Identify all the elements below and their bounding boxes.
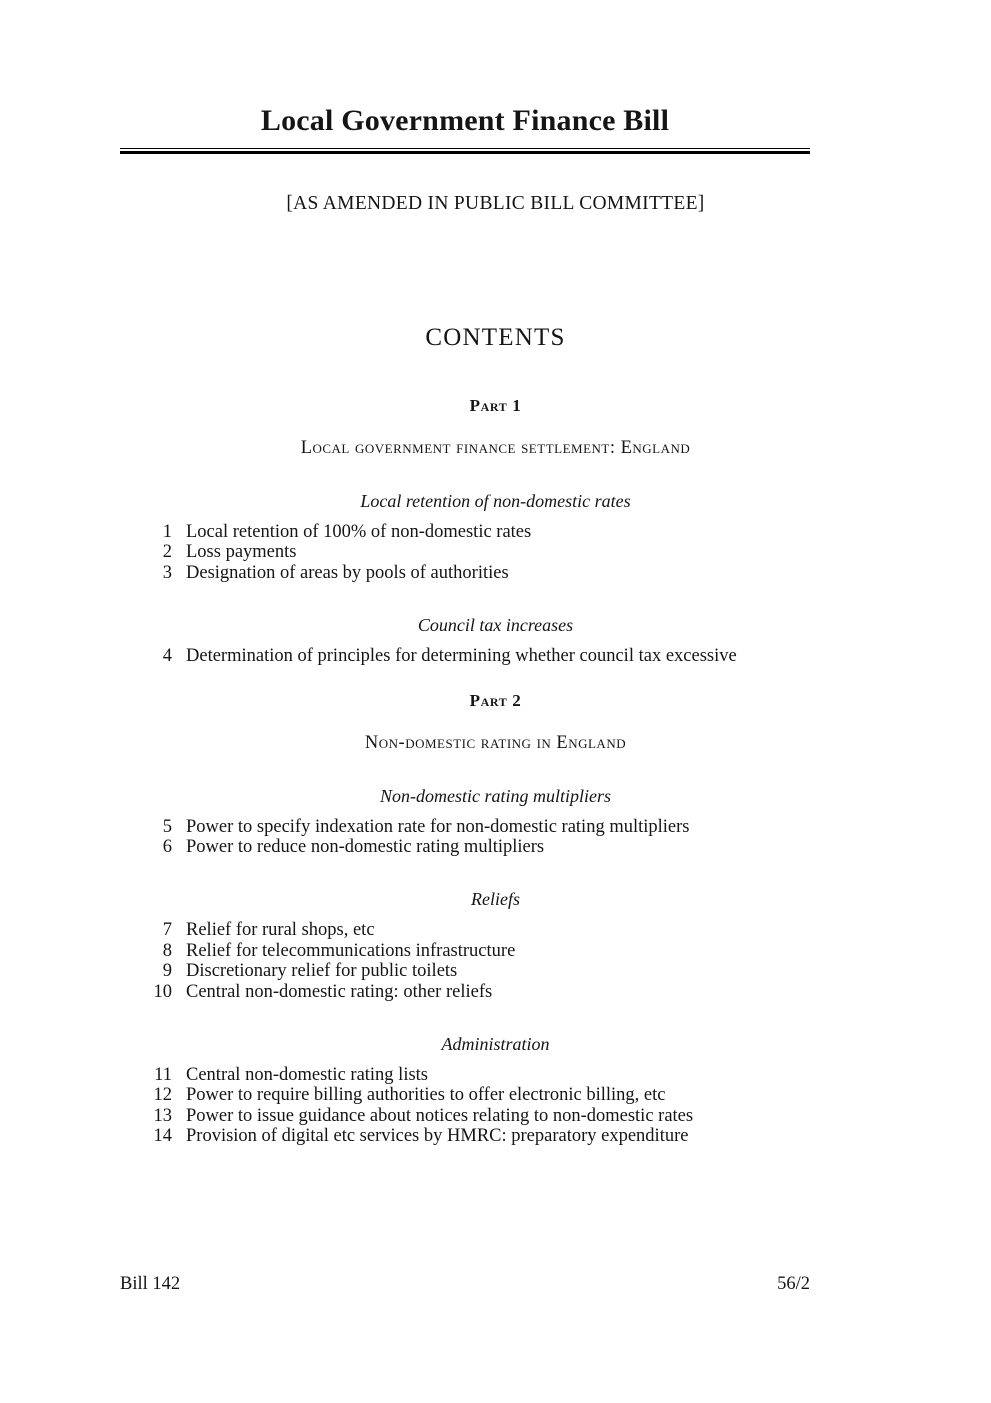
part-title: Part 1 [469, 396, 522, 415]
entry-title: Relief for rural shops, etc [186, 920, 375, 941]
part-subtitle: Non-domestic rating in England [364, 732, 627, 753]
title-rule [120, 148, 810, 154]
entry-title: Power to specify indexation rate for non-domestic rating multipliers [186, 816, 690, 837]
section-crosshead: Administration [441, 1034, 550, 1055]
title-rule-thick [120, 151, 810, 154]
entry-title: Power to reduce non-domestic rating multipliers [186, 837, 545, 858]
contents-entry[interactable] [0, 542, 991, 562]
entry-number: 13 [153, 1105, 172, 1126]
entry-title: Loss payments [186, 542, 297, 563]
entry-number: 5 [162, 816, 172, 837]
contents-entry[interactable] [0, 1106, 991, 1126]
section-crosshead: Non-domestic rating multipliers [380, 785, 611, 806]
section-crosshead: Local retention of non-domestic rates [360, 491, 631, 511]
contents-entry-list [0, 817, 991, 858]
entry-number: 6 [162, 837, 172, 858]
page-footer [120, 1274, 810, 1295]
contents-entry-list [0, 522, 991, 583]
contents-entry[interactable] [0, 941, 991, 961]
page-title: Local Government Finance Bill [260, 104, 670, 137]
contents-body [0, 396, 991, 1147]
entry-number: 2 [162, 542, 172, 563]
entry-number: 9 [162, 961, 172, 982]
contents-entry[interactable] [0, 920, 991, 940]
part-spacer [0, 667, 991, 691]
amendment-note: [AS AMENDED IN PUBLIC BILL COMMITTEE] [286, 193, 705, 214]
entry-title: Local retention of 100% of non-domestic rates [186, 522, 532, 542]
contents-entry[interactable] [0, 646, 991, 666]
entry-number: 1 [162, 522, 172, 542]
contents-entry-list [0, 646, 991, 666]
entry-number: 4 [162, 646, 172, 667]
contents-heading: CONTENTS [425, 324, 566, 351]
entry-title: Discretionary relief for public toilets [186, 961, 458, 982]
contents-entry[interactable] [0, 563, 991, 583]
section-crosshead: Council tax increases [417, 615, 574, 636]
contents-entry[interactable] [0, 522, 991, 542]
entry-title: Relief for telecommunications infrastructure [186, 940, 516, 961]
entry-number: 11 [154, 1065, 172, 1086]
contents-entry[interactable] [0, 837, 991, 857]
entry-number: 12 [153, 1085, 172, 1106]
contents-entry[interactable] [0, 1065, 991, 1085]
contents-entry[interactable] [0, 1126, 991, 1146]
entry-title: Provision of digital etc services by HMRC: preparatory expenditure [186, 1126, 689, 1147]
entry-title: Determination of principles for determining whether council tax excessive [186, 646, 737, 667]
entry-number: 8 [162, 940, 172, 961]
contents-entry[interactable] [0, 982, 991, 1002]
entry-number: 14 [153, 1126, 172, 1147]
entry-title: Designation of areas by pools of authorities [186, 562, 509, 583]
bill-number: Bill 142 [120, 1274, 181, 1294]
entry-title: Central non-domestic rating lists [186, 1065, 428, 1086]
contents-entry[interactable] [0, 1085, 991, 1105]
entry-title: Power to issue guidance about notices relating to non-domestic rates [186, 1105, 694, 1126]
entry-number: 10 [153, 981, 172, 1002]
page-reference: 56/2 [777, 1274, 810, 1294]
entry-title: Power to require billing authorities to offer electronic billing, etc [186, 1085, 666, 1106]
entry-number: 7 [162, 920, 172, 941]
entry-number: 3 [162, 562, 172, 583]
contents-entry-list [0, 920, 991, 1002]
section-crosshead: Reliefs [471, 889, 520, 910]
title-rule-thin [120, 148, 810, 149]
contents-entry[interactable] [0, 961, 991, 981]
part-subtitle: Local government finance settlement: England [300, 438, 691, 458]
contents-entry-list [0, 1065, 991, 1147]
title-block [120, 104, 810, 154]
part-title: Part 2 [469, 690, 522, 710]
entry-title: Central non-domestic rating: other reliefs [186, 981, 493, 1002]
contents-entry[interactable] [0, 817, 991, 837]
